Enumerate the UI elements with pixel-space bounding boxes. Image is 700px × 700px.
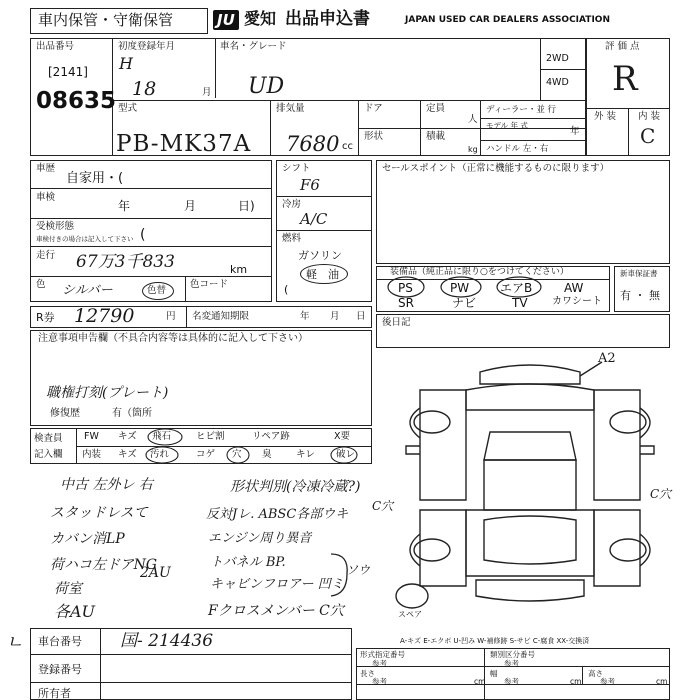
insp-int-tear: 破レ: [336, 449, 356, 460]
handle-label: ハンドル 左・右: [486, 144, 549, 154]
interior-label: 内 装: [638, 111, 661, 122]
diagram-c-right: C穴: [650, 487, 672, 501]
sales-point-frame: [376, 160, 670, 264]
insp-x: X要: [334, 431, 351, 442]
displacement-label: 排気量: [276, 103, 305, 114]
interior-grade: C: [640, 124, 656, 148]
insp-interior: 内装: [82, 449, 102, 460]
owner-label: 所有者: [38, 687, 71, 700]
insp-int-cut: キレ: [296, 449, 315, 460]
load-label: 積載: [426, 131, 446, 142]
mileage-unit: km: [230, 263, 248, 276]
registration-era: H: [119, 54, 133, 73]
inspection-month: 月: [184, 199, 197, 213]
damage-legend: A-キズ E-エクボ U-凹み W-補修跡 S-サビ C-腐食 XX-交換済: [400, 637, 590, 645]
note-left-6: 各AU: [54, 602, 96, 621]
cert-shape-ref: 参考: [372, 659, 387, 668]
storage-label: 車内保管・守衛保管: [38, 11, 174, 29]
diagram-spare: スペア: [398, 610, 422, 619]
fuel-paren: (: [284, 283, 289, 296]
load-unit: kg: [468, 145, 478, 154]
inspector-label-2: 記入欄: [34, 449, 63, 460]
new-warranty-label: 新車保証書: [620, 269, 658, 278]
note-au2: 2AU: [140, 565, 171, 581]
note-left-2: スタッドレスて: [50, 505, 148, 521]
model-value: PB-MK37A: [116, 131, 252, 157]
door-label: ドア: [364, 103, 383, 114]
notice-label: 注意事項申告欄（不具合内容等は具体的に記入して下さい）: [38, 333, 308, 344]
vehicle-diagram: [380, 350, 680, 618]
model-year-label: モデル 年 式: [486, 121, 528, 130]
shape-label: 形状: [364, 131, 384, 142]
repair-value: 有（箇所: [112, 408, 152, 419]
note-left-1: 中古 左外レ 右: [60, 477, 153, 493]
model-year-unit: 年: [570, 126, 580, 137]
note-right-3: エンジン周り異音: [208, 531, 312, 546]
cert-length: 長さ: [360, 669, 375, 678]
insp-fw: FW: [84, 431, 99, 442]
note-right-5: キャビンフロアー 凹ミ: [210, 577, 344, 592]
equipment-circles: [376, 266, 610, 312]
car-name-value: UD: [248, 74, 285, 99]
cert-shape-label: 形式指定番号: [360, 650, 405, 659]
diagram-a2: A2: [598, 351, 616, 366]
displacement-value: 7680: [286, 132, 340, 156]
corner-mark: ㄴ: [6, 632, 24, 653]
insp-kizu: キズ: [118, 431, 137, 442]
receipt-label: 受検形態: [36, 221, 75, 232]
evaluation-label: 評 価 点: [605, 41, 640, 52]
recycle-label: R券: [36, 311, 55, 324]
fuel-diesel: 軽 油: [306, 268, 339, 281]
note-right-2: 反対Jレ. ABSC各部ウキ: [206, 507, 349, 522]
inspection-year: 年: [118, 199, 131, 213]
equip-tv: TV: [512, 296, 528, 310]
car-name-label: 車名・グレード: [220, 41, 287, 52]
color-code-label: 色コード: [190, 279, 229, 290]
new-warranty-options: 有 ・ 無: [620, 289, 660, 302]
capacity-unit: 人: [468, 114, 478, 125]
equip-ps: PS: [398, 281, 413, 295]
association-name: JAPAN USED CAR DEALERS ASSOCIATION: [405, 15, 610, 25]
registration-month-unit: 月: [202, 87, 212, 98]
cert-width: 幅: [490, 669, 498, 678]
cert-width-ref: 参考: [504, 677, 519, 686]
exterior-label: 外 装: [594, 111, 617, 122]
equip-aw: AW: [564, 281, 584, 295]
history-value: 自家用・(: [66, 171, 124, 186]
mileage-label: 走行: [36, 250, 56, 261]
cert-length-ref: 参考: [372, 677, 387, 686]
repair-label: 修復歴: [50, 408, 80, 419]
note-bracket: [325, 550, 355, 600]
insp-int-smell: 臭: [262, 449, 272, 460]
insp-repair: リペア跡: [252, 431, 290, 442]
recycle-unit: 円: [166, 311, 176, 322]
inspector-circles: [30, 428, 372, 464]
dealer-label: ディーラー・並 行: [486, 105, 557, 115]
notice-line1: 職権打刻(プレート): [46, 385, 169, 401]
notice-frame: [30, 330, 372, 426]
fuel-gasoline: ガソリン: [298, 249, 342, 262]
registration-year: 18: [132, 78, 157, 100]
cert-length-cm: cm: [474, 677, 486, 686]
inspector-label-1: 検査員: [34, 433, 63, 444]
insp-tobiishi: 飛石: [152, 431, 172, 442]
equip-sr: SR: [398, 296, 414, 310]
ju-logo: JU: [213, 10, 239, 30]
equipment-label: 装備品（純正品に限り○をつけてください）: [390, 267, 569, 277]
lot-bracket-number: [2141]: [48, 65, 88, 79]
cert-height: 高さ: [588, 669, 603, 678]
cooling-label: 冷房: [282, 199, 302, 210]
cert-cat-ref: 参考: [504, 659, 519, 668]
sales-point-label: セールスポイント（正常に機能するものに限ります）: [382, 163, 610, 174]
insp-int-dirt: 汚れ: [150, 449, 170, 460]
cert-height-ref: 参考: [600, 677, 615, 686]
insp-int-kizu: キズ: [118, 449, 137, 460]
receipt-paren: (: [140, 227, 146, 243]
shift-value: F6: [300, 176, 320, 194]
tax-notice-year: 年: [300, 311, 310, 322]
drive-4wd: 4WD: [546, 77, 569, 88]
mileage-value: 67万3千833: [76, 252, 175, 272]
insp-hibiware: ヒビ割: [196, 431, 225, 442]
color-value: シルバー: [62, 283, 113, 298]
lot-number: 08635: [36, 88, 117, 114]
doc-title: 出品申込書: [285, 9, 370, 29]
org-name: 愛知: [244, 9, 277, 28]
cert-width-cm: cm: [570, 677, 582, 686]
note-right-6: Fクロスメンバー C穴: [208, 603, 344, 619]
history-label: 車歴: [36, 163, 56, 174]
diagram-c-left: C穴: [372, 499, 394, 513]
reg-number-label: 登録番号: [38, 663, 82, 676]
equip-airbag: エアB: [500, 281, 533, 295]
chassis-label: 車台番号: [38, 635, 82, 648]
displacement-unit: cc: [342, 141, 353, 152]
model-label: 型式: [118, 103, 138, 114]
insp-int-hole: 穴: [232, 449, 242, 460]
lot-label: 出品番号: [36, 41, 75, 52]
evaluation-score: R: [612, 59, 638, 99]
shift-label: シフト: [282, 163, 311, 174]
note-left-3: カバン消LP: [50, 531, 125, 547]
equip-navi: ナビ: [452, 296, 477, 310]
note-right-1: 形状判別(冷凍冷蔵?): [230, 479, 361, 495]
tax-notice-month: 月: [330, 311, 340, 322]
tax-notice-day: 日: [356, 311, 366, 322]
cooling-value: A/C: [300, 210, 328, 228]
cert-cat-label: 類別区分番号: [490, 650, 535, 659]
inspection-day: 日): [238, 199, 255, 213]
receipt-note: 車検付きの場合は記入して下さい: [36, 235, 134, 243]
back-note-frame: [376, 314, 670, 348]
fuel-label: 燃料: [282, 233, 302, 244]
equip-pw: PW: [450, 281, 470, 295]
note-side-mark: ソウ: [346, 563, 371, 577]
color-change-label: 色替: [147, 285, 167, 296]
back-note-label: 後日記: [382, 317, 411, 328]
note-right-4: トバネル BP.: [210, 555, 286, 570]
equip-leather-seat: カワシート: [552, 296, 602, 307]
cert-height-cm: cm: [656, 677, 668, 686]
note-left-4: 荷ハコ左ドアNG: [50, 557, 158, 573]
drive-2wd: 2WD: [546, 53, 569, 64]
recycle-value: 12790: [74, 305, 135, 327]
tax-notice-label: 名変通知期限: [192, 311, 250, 322]
color-label: 色: [36, 279, 46, 290]
registration-label: 初度登録年月: [118, 41, 176, 52]
insp-int-koge: コゲ: [196, 449, 216, 460]
chassis-value: 国- 214436: [120, 631, 214, 651]
inspection-label: 車検: [36, 192, 56, 203]
capacity-label: 定員: [426, 103, 446, 114]
note-left-5: 荷室: [54, 581, 82, 597]
